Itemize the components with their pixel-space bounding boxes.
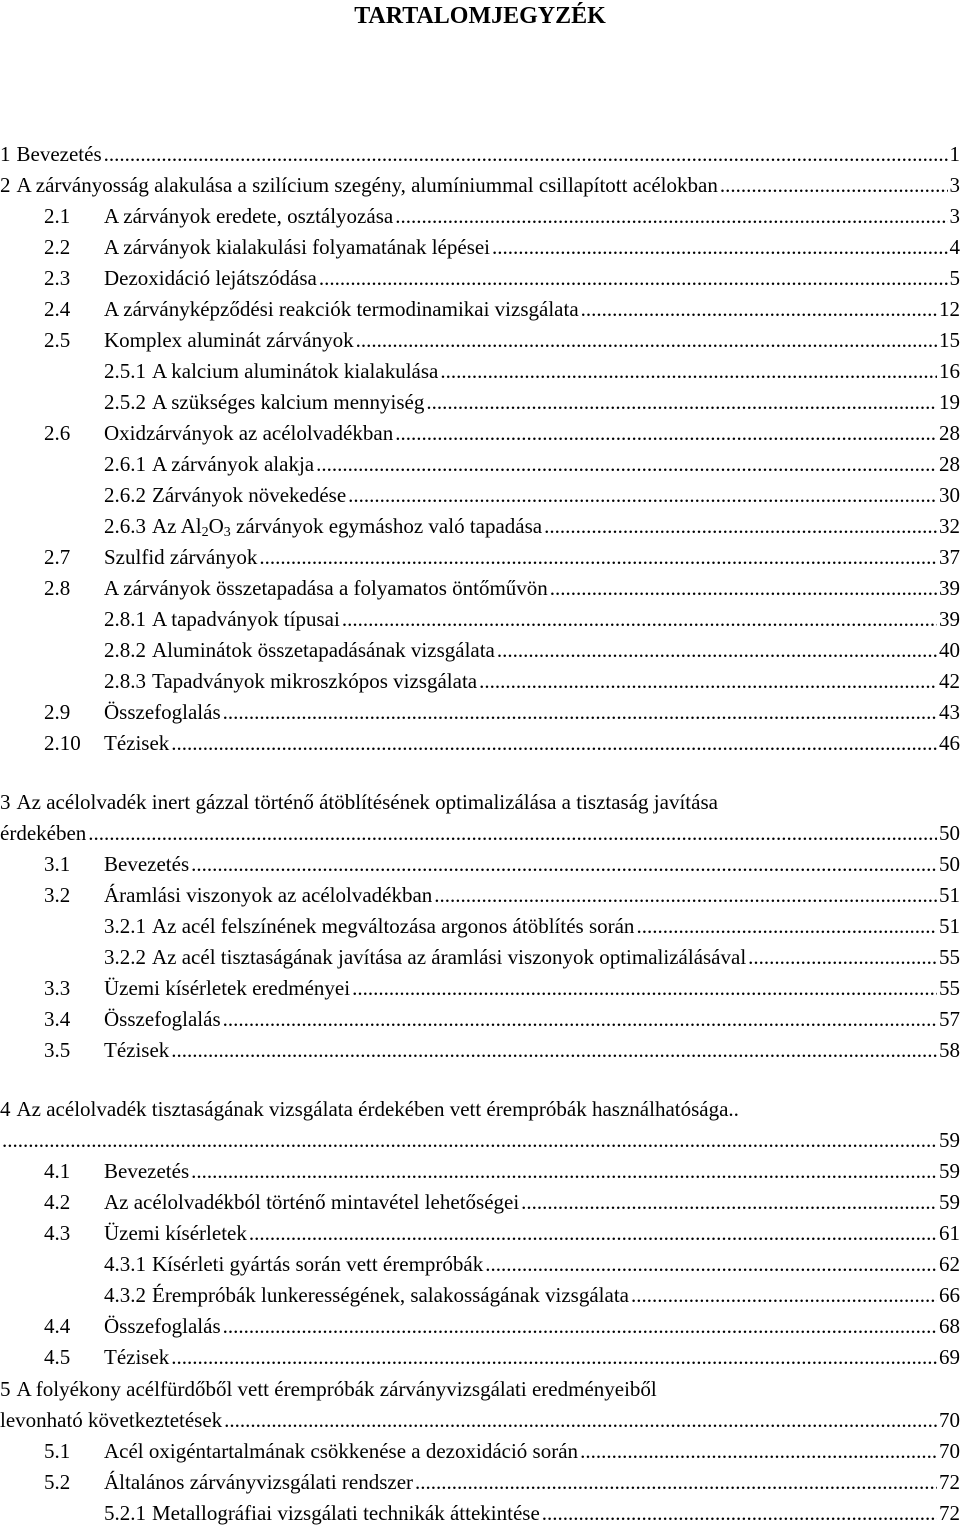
toc-entry-title: Dezoxidáció lejátszódása <box>104 266 317 290</box>
toc-leader-dots <box>259 543 937 571</box>
toc-entry-page: 1 <box>949 142 960 166</box>
toc-entry-page: 55 <box>939 976 960 1000</box>
toc-entry[interactable] <box>0 1468 960 1496</box>
toc-leader-dots <box>415 1468 937 1496</box>
toc-entry[interactable] <box>0 1095 960 1123</box>
toc-entry-title: Áramlási viszonyok az acélolvadékban <box>104 883 433 907</box>
toc-entry-number: 4.2 <box>44 1190 71 1214</box>
toc-entry-title: Az acél tisztaságának javítása az áramlási viszonyok optimalizálásával <box>152 945 747 969</box>
toc-entry-number: 4.4 <box>44 1314 71 1338</box>
toc-leader-dots <box>581 295 937 323</box>
toc-entry-page: 32 <box>939 514 960 538</box>
toc-entry-page: 69 <box>939 1345 960 1369</box>
toc-entry-title: A kalcium aluminátok kialakulása <box>152 359 439 383</box>
toc-entry-page: 50 <box>939 852 960 876</box>
toc-leader-dots <box>249 1219 937 1247</box>
toc-entry-title: Bevezetés <box>16 142 102 166</box>
toc-entry[interactable] <box>0 419 960 447</box>
toc-entry-continuation[interactable] <box>0 1406 960 1434</box>
toc-entry[interactable] <box>0 574 960 602</box>
toc-entry-title: A zárványok eredete, osztályozása <box>104 204 394 228</box>
toc-entry[interactable] <box>0 974 960 1002</box>
toc-entry-page: 28 <box>939 421 960 445</box>
toc-entry-number: 2.8 <box>44 576 71 600</box>
toc-leader-dots <box>485 1250 937 1278</box>
toc-entry-page: 4 <box>949 235 960 259</box>
toc-leader-dots <box>550 574 937 602</box>
toc-entry-page: 68 <box>939 1314 960 1338</box>
toc-entry[interactable] <box>0 881 960 909</box>
toc-leader-dots <box>316 450 937 478</box>
toc-entry[interactable] <box>0 1005 960 1033</box>
toc-entry-title: Összefoglalás <box>104 700 221 724</box>
toc-entry-number: 3.4 <box>44 1007 71 1031</box>
toc-entry[interactable] <box>0 1036 960 1064</box>
toc-entry[interactable] <box>0 850 960 878</box>
toc-leader-dots <box>440 357 937 385</box>
toc-entry-number: 4.3 <box>44 1221 71 1245</box>
toc-entry[interactable] <box>0 1250 960 1278</box>
toc-entry-number: 5.1 <box>44 1439 71 1463</box>
toc-entry-number: 4.5 <box>44 1345 71 1369</box>
toc-leader-dots <box>342 605 937 633</box>
toc-entry-number: 2.6.1 <box>104 452 146 476</box>
toc-entry-number: 2.6.2 <box>104 483 146 507</box>
toc-leader-dots <box>104 140 948 168</box>
toc-entry-title: Bevezetés <box>104 852 190 876</box>
toc-leader-dots <box>348 481 937 509</box>
toc-entry-number: 3.2.1 <box>104 914 146 938</box>
toc-entry-title: Üzemi kísérletek <box>104 1221 247 1245</box>
toc-leader-dots <box>223 1005 937 1033</box>
toc-entry-page: 66 <box>939 1283 960 1307</box>
toc-entry[interactable] <box>0 171 960 199</box>
toc-entry-title: Az acél felszínének megváltozása argonos átöblítés során <box>152 914 635 938</box>
toc-entry-title: Érempróbák lunkerességének, salakosságának vizsgálata <box>152 1283 629 1307</box>
toc-entry[interactable] <box>0 1499 960 1527</box>
subscript: 3 <box>223 525 231 540</box>
toc-entry[interactable] <box>0 1188 960 1216</box>
toc-leader-dots <box>720 171 948 199</box>
toc-entry[interactable] <box>0 667 960 695</box>
toc-leader-dots <box>224 1406 937 1434</box>
toc-entry-page: 16 <box>939 359 960 383</box>
toc-entry-title: Bevezetés <box>104 1159 190 1183</box>
toc-entry-number: 2.6.3 <box>104 514 146 538</box>
toc-entry-number: 2 <box>0 173 11 197</box>
toc-entry-number: 2.5 <box>44 328 71 352</box>
toc-leader-dots <box>223 1312 937 1340</box>
toc-entry-number: 2.3 <box>44 266 71 290</box>
toc-entry-number: 4.3.1 <box>104 1252 146 1276</box>
toc-entry-page: 58 <box>939 1038 960 1062</box>
toc-entry[interactable] <box>0 233 960 261</box>
toc-entry-title: Tézisek <box>104 731 170 755</box>
toc-leader-dots <box>748 943 937 971</box>
toc-entry-title <box>152 512 542 540</box>
toc-entry-title: Metallográfiai vizsgálati technikák áttekintése <box>152 1501 540 1525</box>
toc-leader-dots <box>191 850 937 878</box>
toc-entry-number: 4.3.2 <box>104 1283 146 1307</box>
toc-entry-number: 5.2 <box>44 1470 71 1494</box>
toc-entry[interactable] <box>0 1157 960 1185</box>
toc-leader-dots <box>88 819 937 847</box>
toc-entry-number: 3.2.2 <box>104 945 146 969</box>
toc-entry-number: 3.5 <box>44 1038 71 1062</box>
toc-entry-number: 2.7 <box>44 545 71 569</box>
toc-entry-page: 59 <box>939 1159 960 1183</box>
toc-entry-page: 57 <box>939 1007 960 1031</box>
toc-entry-title: Összefoglalás <box>104 1007 221 1031</box>
toc-leader-dots <box>426 388 937 416</box>
toc-entry-page: 46 <box>939 731 960 755</box>
toc-entry[interactable] <box>0 512 960 540</box>
toc-entry-number: 3.2 <box>44 883 71 907</box>
toc-entry-title-cont: levonható következtetések <box>0 1408 223 1432</box>
toc-entry[interactable] <box>0 140 960 168</box>
toc-entry-title: A zárványképződési reakciók termodinamikai vizsgálata <box>104 297 579 321</box>
toc-entry-number: 2.5.2 <box>104 390 146 414</box>
toc-entry-title: Komplex aluminát zárványok <box>104 328 354 352</box>
toc-entry-title: Üzemi kísérletek eredményei <box>104 976 351 1000</box>
toc-entry[interactable] <box>0 636 960 664</box>
toc-entry-page: 12 <box>939 297 960 321</box>
toc-leader-dots <box>434 881 937 909</box>
toc-entry[interactable] <box>0 202 960 230</box>
toc-entry-page: 28 <box>939 452 960 476</box>
toc-entry-title: A folyékony acélfürdőből vett érempróbák zárványvizsgálati eredményeiből <box>16 1377 657 1401</box>
toc-entry[interactable] <box>0 605 960 633</box>
toc-entry-page: 39 <box>939 576 960 600</box>
toc-leader-dots <box>497 636 937 664</box>
toc-leader-dots <box>171 1036 937 1064</box>
toc-leader-dots <box>580 1437 937 1465</box>
toc-entry-title: A zárványosság alakulása a szilícium szegény, alumíniummal csillapított acélokban <box>16 173 718 197</box>
toc-entry-page: 5 <box>949 266 960 290</box>
toc-entry-number: 4 <box>0 1097 11 1121</box>
toc-leader-dots <box>191 1157 937 1185</box>
toc-entry-page: 62 <box>939 1252 960 1276</box>
toc-entry[interactable] <box>0 357 960 385</box>
toc-entry-title: Szulfid zárványok <box>104 545 258 569</box>
toc-entry[interactable] <box>0 1312 960 1340</box>
toc-entry-number: 5 <box>0 1377 11 1401</box>
toc-entry[interactable] <box>0 481 960 509</box>
toc-entry-title: A zárványok kialakulási folyamatának lépései <box>104 235 491 259</box>
toc-entry[interactable] <box>0 943 960 971</box>
toc-entry-page: 72 <box>939 1501 960 1525</box>
toc-entry-title: Általános zárványvizsgálati rendszer <box>104 1470 414 1494</box>
toc-entry-page: 19 <box>939 390 960 414</box>
toc-entry-page: 59 <box>939 1128 960 1152</box>
toc-entry-title: Kísérleti gyártás során vett érempróbák <box>152 1252 484 1276</box>
toc-entry-title: Az acélolvadék tisztaságának vizsgálata érdekében vett érempróbák használhatósága.. <box>16 1097 739 1121</box>
toc-entry-number: 1 <box>0 142 11 166</box>
toc-entry-page: 40 <box>939 638 960 662</box>
toc-entry[interactable] <box>0 1281 960 1309</box>
toc-entry-page: 30 <box>939 483 960 507</box>
toc-entry[interactable] <box>0 388 960 416</box>
toc-entry-title: Acél oxigéntartalmának csökkenése a dezoxidáció során <box>104 1439 579 1463</box>
toc-leader-dots <box>544 512 937 540</box>
toc-leader-dots <box>395 419 937 447</box>
toc-entry-title: Oxidzárványok az acélolvadékban <box>104 421 394 445</box>
toc-leader-dots <box>319 264 948 292</box>
toc-entry[interactable] <box>0 450 960 478</box>
toc-entry[interactable] <box>0 1437 960 1465</box>
toc-entry-page: 50 <box>939 821 960 845</box>
toc-entry-title: A szükséges kalcium mennyiség <box>152 390 425 414</box>
toc-entry-page: 61 <box>939 1221 960 1245</box>
toc-leader-dots <box>636 912 937 940</box>
toc-leader-dots <box>2 1126 937 1154</box>
subscript: 2 <box>201 525 209 540</box>
toc-leader-dots <box>521 1188 937 1216</box>
toc-entry[interactable] <box>0 295 960 323</box>
toc-entry-page: 15 <box>939 328 960 352</box>
toc-entry-number: 3.3 <box>44 976 71 1000</box>
toc-entry-number: 2.1 <box>44 204 71 228</box>
toc-entry[interactable] <box>0 264 960 292</box>
toc-entry-number: 3.1 <box>44 852 71 876</box>
toc-leader-dots <box>356 326 937 354</box>
toc-leader-dots <box>395 202 947 230</box>
toc-entry-page: 59 <box>939 1190 960 1214</box>
toc-entry-number: 2.9 <box>44 700 71 724</box>
toc-entry-number: 2.10 <box>44 731 81 755</box>
toc-entry[interactable] <box>0 1375 960 1403</box>
toc-entry-number: 2.4 <box>44 297 71 321</box>
toc-entry-number: 5.2.1 <box>104 1501 146 1525</box>
toc-entry-title: Aluminátok összetapadásának vizsgálata <box>152 638 495 662</box>
toc-entry-title: Az acélolvadék inert gázzal történő átöblítésének optimalizálása a tisztaság javítása <box>16 790 718 814</box>
toc-leader-dots <box>479 667 937 695</box>
toc-entry-title: Zárványok növekedése <box>152 483 347 507</box>
title-part: zárványok egymáshoz való tapadása <box>230 514 543 538</box>
toc-leader-dots <box>223 698 937 726</box>
toc-entry-number: 2.8.2 <box>104 638 146 662</box>
toc-entry-page: 3 <box>949 204 960 228</box>
toc-title: TARTALOMJEGYZÉK <box>354 3 606 29</box>
toc-entry-page: 51 <box>939 883 960 907</box>
toc-entry[interactable] <box>0 788 960 816</box>
toc-entry-page: 70 <box>939 1439 960 1463</box>
toc-entry[interactable] <box>0 543 960 571</box>
toc-entry-page: 72 <box>939 1470 960 1494</box>
title-part: O <box>208 514 224 538</box>
toc-entry-number: 2.2 <box>44 235 71 259</box>
toc-leader-dots <box>631 1281 937 1309</box>
toc-entry-number: 2.8.3 <box>104 669 146 693</box>
toc-entry[interactable] <box>0 1343 960 1371</box>
toc-entry-page: 51 <box>939 914 960 938</box>
toc-entry[interactable] <box>0 1219 960 1247</box>
toc-entry[interactable] <box>0 729 960 757</box>
toc-leader-dots <box>542 1499 937 1527</box>
toc-leader-dots <box>171 729 937 757</box>
toc-leader-dots <box>352 974 937 1002</box>
toc-entry-title: Az acélolvadékból történő mintavétel lehetőségei <box>104 1190 520 1214</box>
toc-entry-page: 55 <box>939 945 960 969</box>
title-part: Az Al <box>152 514 202 538</box>
toc-leader-dots <box>492 233 947 261</box>
toc-leader-dots <box>171 1343 937 1371</box>
toc-entry-number: 2.5.1 <box>104 359 146 383</box>
toc-entry-title-cont: érdekében <box>0 821 87 845</box>
toc-entry-title: Tézisek <box>104 1345 170 1369</box>
toc-entry-title: A zárványok összetapadása a folyamatos öntőművön <box>104 576 548 600</box>
toc-entry-page: 3 <box>949 173 960 197</box>
toc-entry-continuation[interactable] <box>0 819 960 847</box>
toc-entry-number: 2.6 <box>44 421 71 445</box>
toc-entry-number: 4.1 <box>44 1159 71 1183</box>
toc-entry-number: 3 <box>0 790 11 814</box>
toc-entry[interactable] <box>0 326 960 354</box>
toc-entry-title: A tapadványok típusai <box>152 607 340 631</box>
toc-entry-title: Tézisek <box>104 1038 170 1062</box>
toc-entry[interactable] <box>0 698 960 726</box>
toc-entry[interactable] <box>0 912 960 940</box>
toc-entry-page: 70 <box>939 1408 960 1432</box>
toc-entry-continuation[interactable] <box>0 1126 960 1154</box>
toc-entry-title: A zárványok alakja <box>152 452 315 476</box>
toc-entry-page: 39 <box>939 607 960 631</box>
toc-entry-number: 2.8.1 <box>104 607 146 631</box>
toc-entry-title: Összefoglalás <box>104 1314 221 1338</box>
toc-entry-title: Tapadványok mikroszkópos vizsgálata <box>152 669 478 693</box>
toc-entry-page: 37 <box>939 545 960 569</box>
toc-entry-page: 43 <box>939 700 960 724</box>
toc-entry-page: 42 <box>939 669 960 693</box>
